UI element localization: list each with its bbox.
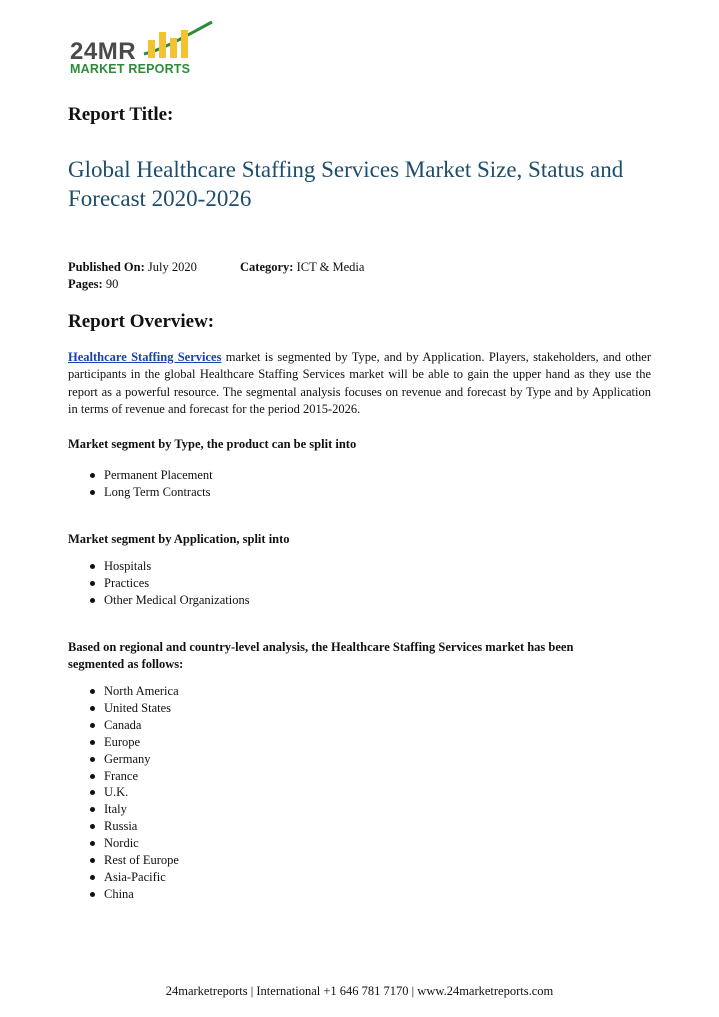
list-item: Europe — [88, 734, 179, 751]
logo-text-bottom: MARKET REPORTS — [70, 62, 191, 76]
list-item: Canada — [88, 717, 179, 734]
company-logo — [70, 18, 220, 78]
bar-chart-logo-icon — [142, 20, 214, 60]
page-title: Global Healthcare Staffing Services Market Size, Status and Forecast 2020-2026 — [68, 157, 624, 211]
list-item: North America — [88, 683, 179, 700]
category — [240, 260, 364, 275]
application-segment-heading: Market segment by Application, split into — [68, 532, 290, 546]
overview-body: market is segmented by Type, and by Application. Players, stakeholders, and other participants in the global Healthcare Staffing Services market will be able to gain the upper hand as they use the report as a powerful resource. The segmental analysis focuses on revenue and forecast by Type and by Application in terms of revenue and forecast for the period 2015-2026. — [68, 350, 651, 416]
list-item: Hospitals — [88, 558, 250, 575]
list-item: U.K. — [88, 784, 179, 801]
published-on — [68, 260, 197, 275]
list-item: Italy — [88, 801, 179, 818]
pages-value: 90 — [105, 277, 119, 291]
region-segment-heading: Based on regional and country-level analysis, the Healthcare Staffing Services market has been segmented as follows: — [68, 640, 574, 671]
list-item: Russia — [88, 818, 179, 835]
type-segment-list — [88, 467, 213, 501]
report-overview-label: Report Overview: — [68, 311, 215, 332]
logo-text-top: 24MR — [70, 38, 137, 65]
published-value: July 2020 — [147, 260, 197, 274]
list-item: Practices — [88, 575, 250, 592]
category-value: ICT & Media — [296, 260, 365, 274]
type-segment-heading: Market segment by Type, the product can be split into — [68, 437, 357, 451]
pages — [68, 277, 118, 292]
page-footer: 24marketreports | International +1 646 781 7170 | www.24marketreports.com — [165, 984, 554, 998]
category-label: Category: — [240, 260, 294, 274]
list-item: Long Term Contracts — [88, 484, 213, 501]
list-item: Permanent Placement — [88, 467, 213, 484]
list-item: China — [88, 886, 179, 903]
published-label: Published On: — [68, 260, 145, 274]
pages-label: Pages: — [68, 277, 103, 291]
list-item: United States — [88, 700, 179, 717]
report-title-label: Report Title: — [68, 104, 174, 125]
list-item: Nordic — [88, 835, 179, 852]
overview-paragraph — [68, 349, 651, 418]
list-item: Germany — [88, 751, 179, 768]
healthcare-staffing-services-link[interactable]: Healthcare Staffing Services — [68, 350, 222, 364]
region-segment-list — [88, 683, 179, 903]
list-item: Asia-Pacific — [88, 869, 179, 886]
list-item: Rest of Europe — [88, 852, 179, 869]
list-item: Other Medical Organizations — [88, 592, 250, 609]
application-segment-list — [88, 558, 250, 609]
list-item: France — [88, 768, 179, 785]
